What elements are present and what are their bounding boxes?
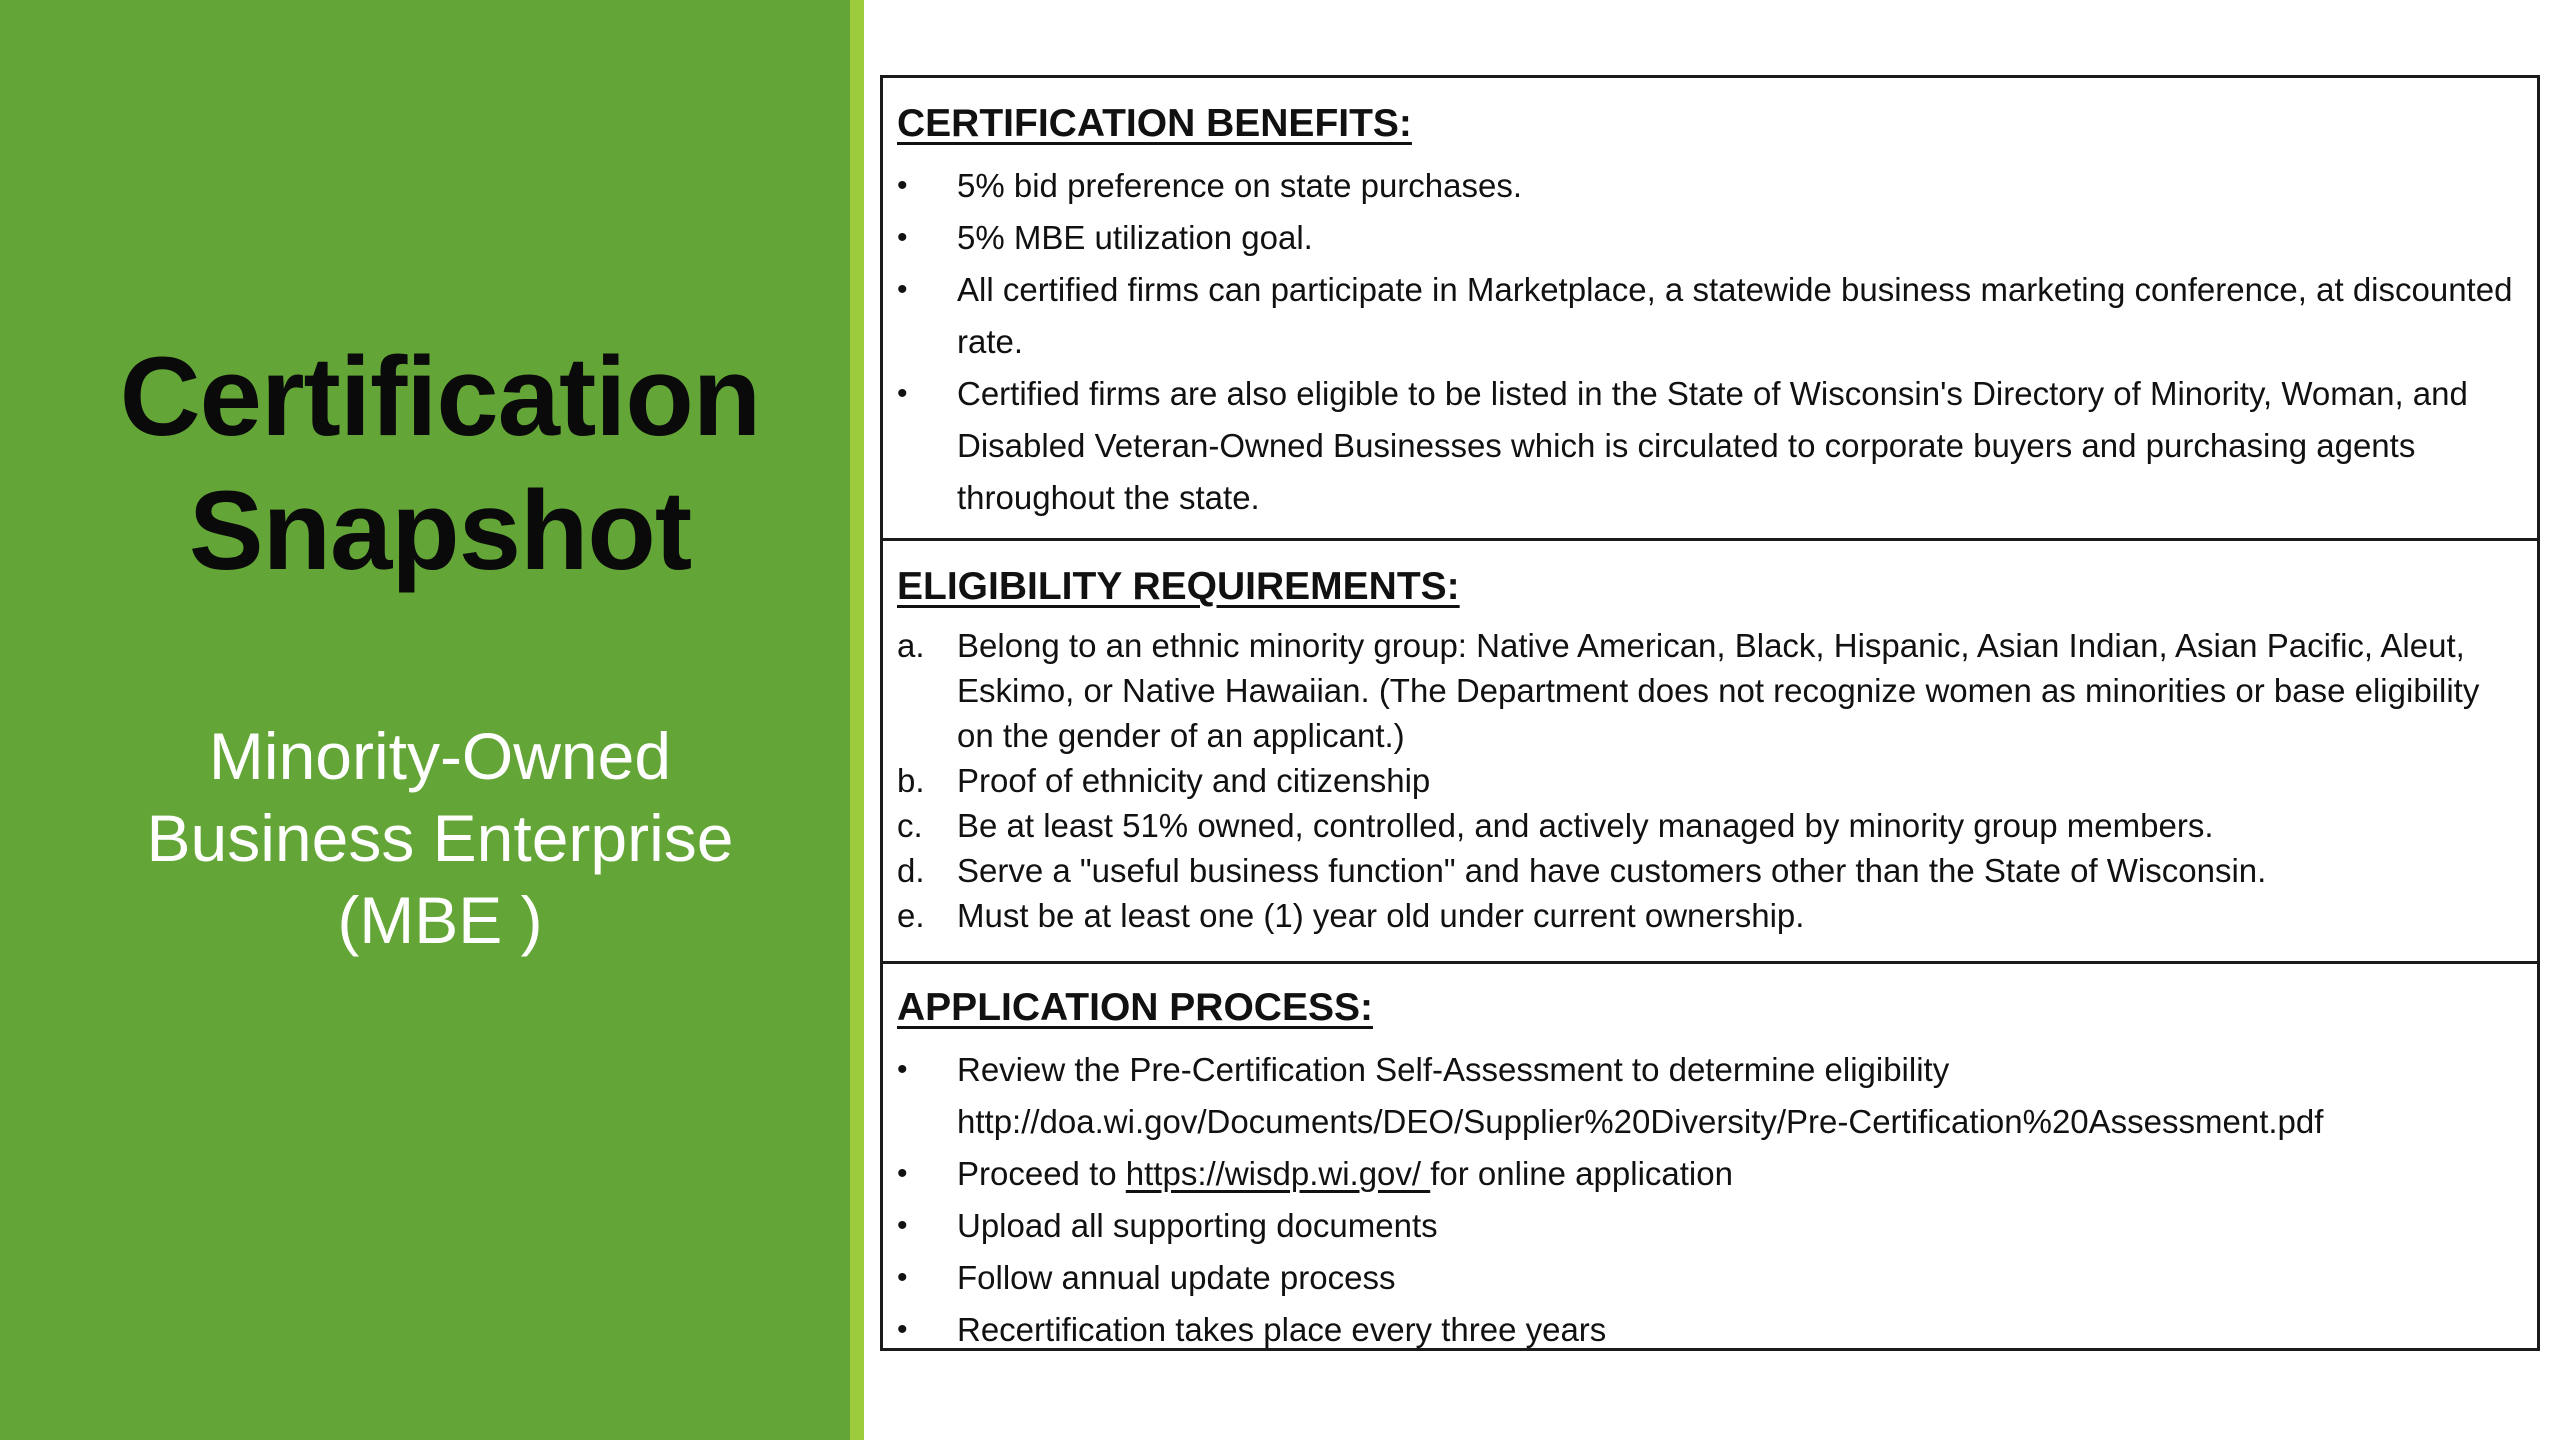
slide-subtitle-line-2: Business Enterprise [146,801,734,875]
list-item [897,623,2517,758]
application-section [883,964,2537,1351]
slide-title [0,330,880,598]
list-item [897,1200,2517,1252]
list-item [897,1252,2517,1304]
list-item [897,1044,2517,1148]
list-marker: d. [897,852,925,889]
step-text: Upload all supporting documents [957,1207,1438,1244]
slide-subtitle-line-1: Minority-Owned [208,719,672,793]
bullet-icon: • [897,1313,908,1346]
step-text: Review the Pre-Certification Self-Assessment to determine eligibility [957,1051,1950,1088]
requirement-text: Belong to an ethnic minority group: Native American, Black, Hispanic, Asian Indian, Asian Pacific, Aleut, Eskimo, or Native Hawaiian. (The Department does not recognize women as minorities or base eligibility on the gender of an applicant.) [957,627,2480,754]
benefit-text: All certified firms can participate in Marketplace, a statewide business marketing conference, at discounted rate. [957,271,2513,360]
benefits-section [883,78,2537,541]
slide-title-line-2: Snapshot [188,468,692,593]
list-marker: a. [897,627,925,664]
bullet-icon: • [897,221,908,254]
slide-subtitle [0,715,880,961]
bullet-icon: • [897,1053,908,1086]
self-assessment-url[interactable]: http://doa.wi.gov/Documents/DEO/Supplier%20Diversity/Pre-Certification%20Assessment.pdf [957,1103,2324,1140]
requirement-text: Must be at least one (1) year old under current ownership. [957,897,1805,934]
content-box [880,75,2540,1351]
step-text: for online application [1430,1155,1733,1192]
bullet-icon: • [897,273,908,306]
benefits-list [897,160,2517,524]
requirement-text: Serve a "useful business function" and have customers other than the State of Wisconsin. [957,852,2267,889]
benefit-text: 5% MBE utilization goal. [957,219,1313,256]
bullet-icon: • [897,1261,908,1294]
list-item [897,368,2517,524]
step-text: Follow annual update process [957,1259,1396,1296]
bullet-icon: • [897,377,908,410]
bullet-icon: • [897,1157,908,1190]
benefits-heading: CERTIFICATION BENEFITS: [897,102,1412,145]
eligibility-heading: ELIGIBILITY REQUIREMENTS: [897,565,1460,608]
bullet-icon: • [897,169,908,202]
slide-title-line-1: Certification [119,334,761,459]
application-heading: APPLICATION PROCESS: [897,986,1373,1029]
application-list [897,1044,2517,1356]
list-item [897,893,2517,938]
list-marker: e. [897,897,925,934]
step-text: Proceed to [957,1155,1126,1192]
wisdp-link[interactable]: https://wisdp.wi.gov/ [1125,1155,1431,1192]
bullet-icon: • [897,1209,908,1242]
eligibility-section [883,541,2537,964]
list-item [897,264,2517,368]
list-marker: b. [897,762,925,799]
list-item [897,758,2517,803]
list-item [897,1148,2517,1200]
step-text: Recertification takes place every three years [957,1311,1607,1348]
list-item [897,803,2517,848]
benefit-text: 5% bid preference on state purchases. [957,167,1523,204]
requirement-text: Proof of ethnicity and citizenship [957,762,1431,799]
eligibility-list [897,623,2517,938]
list-item [897,212,2517,264]
slide-subtitle-line-3: (MBE ) [337,883,543,957]
list-item [897,848,2517,893]
requirement-text: Be at least 51% owned, controlled, and actively managed by minority group members. [957,807,2214,844]
list-item [897,1304,2517,1356]
benefit-text: Certified firms are also eligible to be listed in the State of Wisconsin's Directory of Minority, Woman, and Disabled Veteran-Owned Businesses which is circulated to corporate buyers and purchasing agents throughout the state. [957,375,2468,516]
list-marker: c. [897,807,923,844]
list-item [897,160,2517,212]
